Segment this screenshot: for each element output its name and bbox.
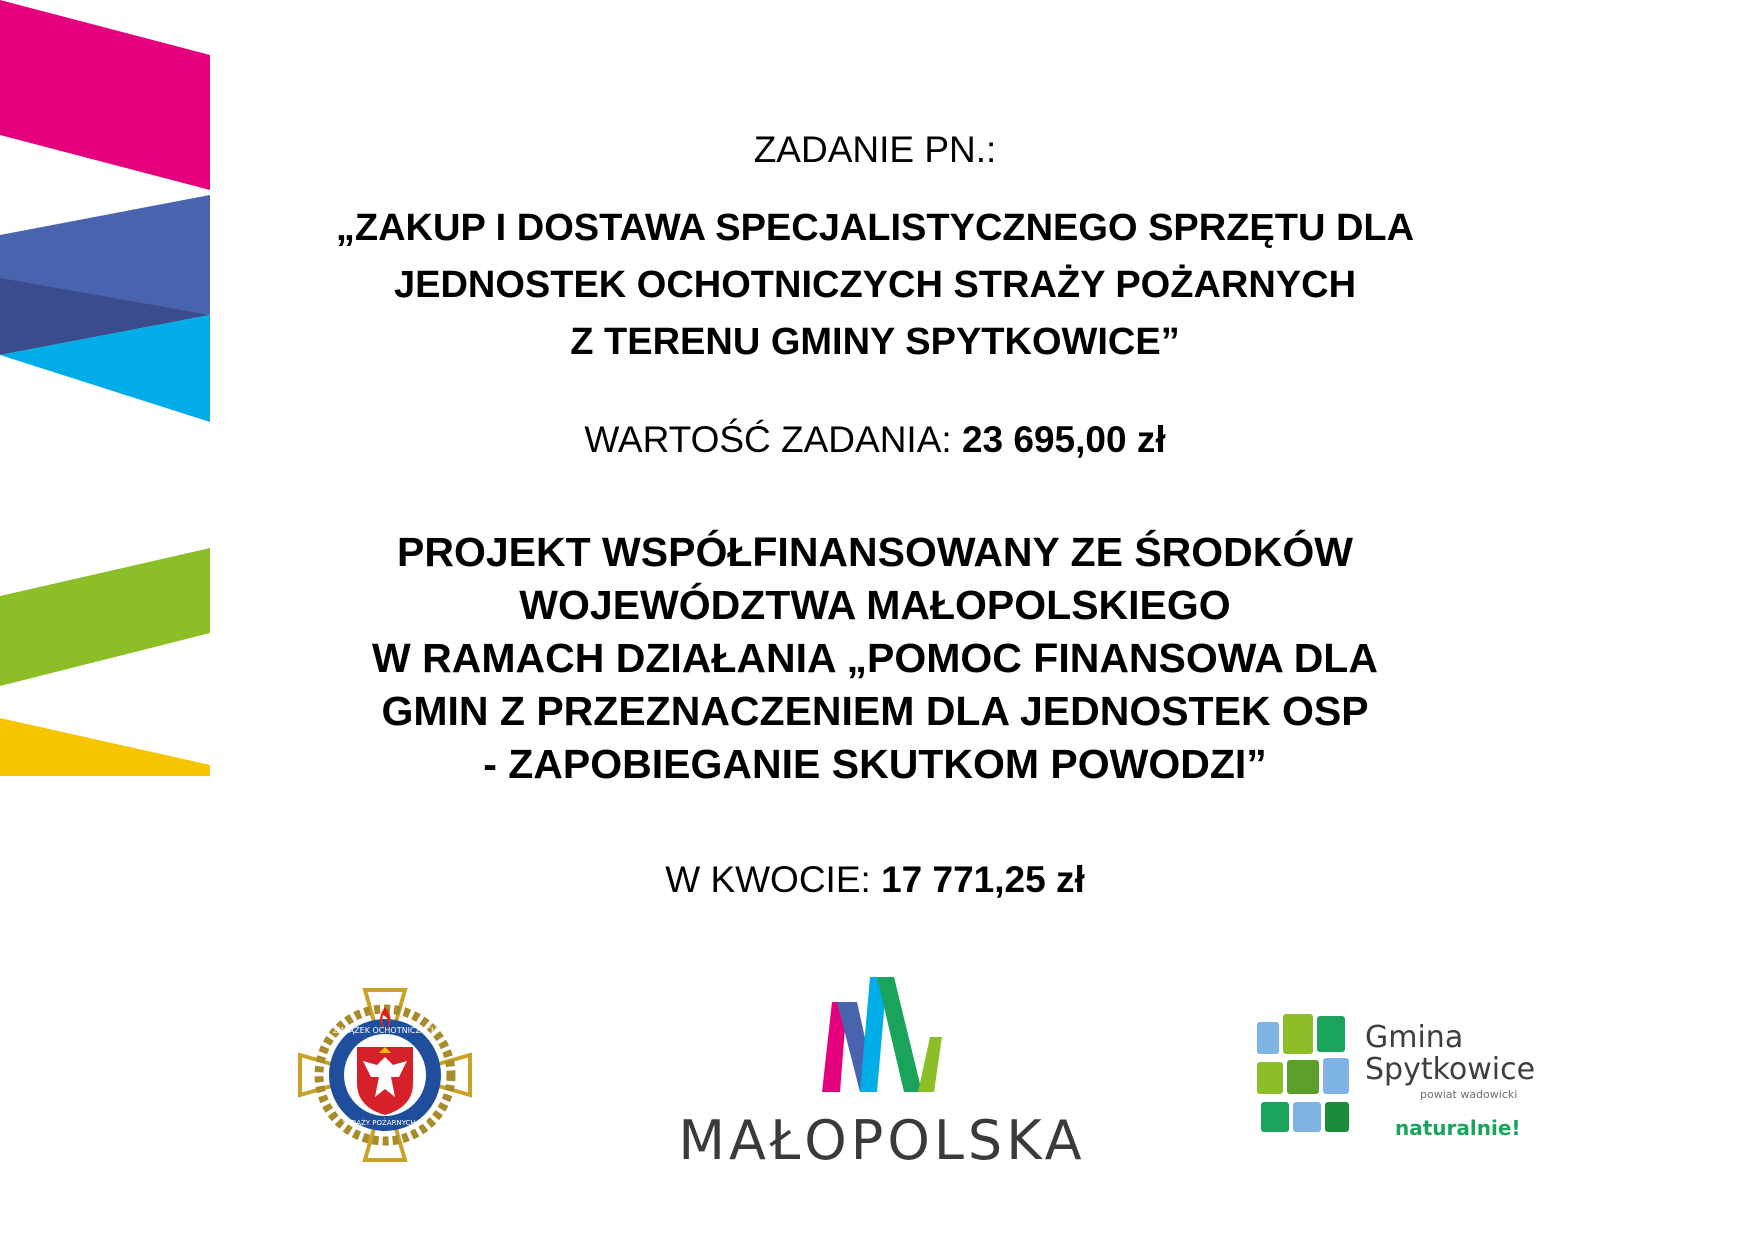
magenta-stripe — [0, 0, 210, 190]
task-title — [230, 200, 1520, 371]
project-line-3: W RAMACH DZIAŁANIA „POMOC FINANSOWA DLA — [372, 635, 1378, 681]
task-value — [230, 418, 1520, 462]
malopolska-wordmark: MAŁOPOLSKA — [678, 1109, 1086, 1172]
task-title-line-2: JEDNOSTEK OCHOTNICZYCH STRAŻY POŻARNYCH — [393, 264, 1357, 306]
project-line-5: - ZAPOBIEGANIE SKUTKOM POWODZI” — [483, 741, 1267, 787]
osp-ring-text-top: ZWIĄZEK OCHOTNICZYCH — [332, 1026, 438, 1035]
project-line-1: PROJEKT WSPÓŁFINANSOWANY ZE ŚRODKÓW — [397, 529, 1353, 575]
gmina-county: powiat wadowicki — [1420, 1088, 1518, 1101]
task-title-line-1: „ZAKUP I DOSTAWA SPECJALISTYCZNEGO SPRZĘTU DLA — [335, 207, 1415, 249]
gmina-name-line-1: Gmina — [1365, 1020, 1464, 1055]
task-label: ZADANIE PN.: — [753, 129, 997, 170]
osp-emblem-logo — [295, 985, 475, 1165]
malopolska-m-mark — [672, 977, 1092, 1097]
project-line-2: WOJEWÓDZTWA MAŁOPOLSKIEGO — [519, 582, 1231, 628]
gmina-slogan: naturalnie! — [1395, 1116, 1521, 1140]
grant-amount — [230, 858, 1520, 902]
task-value-label: WARTOŚĆ ZADANIA: — [584, 419, 962, 460]
gmina-spytkowice-logo — [1255, 1012, 1555, 1172]
project-description — [230, 526, 1520, 791]
gmina-tiles-mark — [1255, 1012, 1355, 1162]
grant-amount-label: W KWOCIE: — [665, 859, 882, 900]
green-stripe — [0, 548, 210, 686]
grant-amount-value: 17 771,25 zł — [881, 859, 1085, 900]
yellow-stripe — [0, 718, 210, 776]
task-title-line-3: Z TERENU GMINY SPYTKOWICE” — [570, 321, 1180, 363]
gmina-name-line-2: Spytkowice — [1365, 1052, 1536, 1087]
decorative-stripes — [0, 0, 220, 800]
task-value-amount: 23 695,00 zł — [961, 419, 1166, 460]
osp-ring-text-bottom: STRAŻY POŻARNYCH RP — [342, 1119, 428, 1127]
project-line-4: GMIN Z PRZEZNACZENIEM DLA JEDNOSTEK OSP — [381, 688, 1369, 734]
